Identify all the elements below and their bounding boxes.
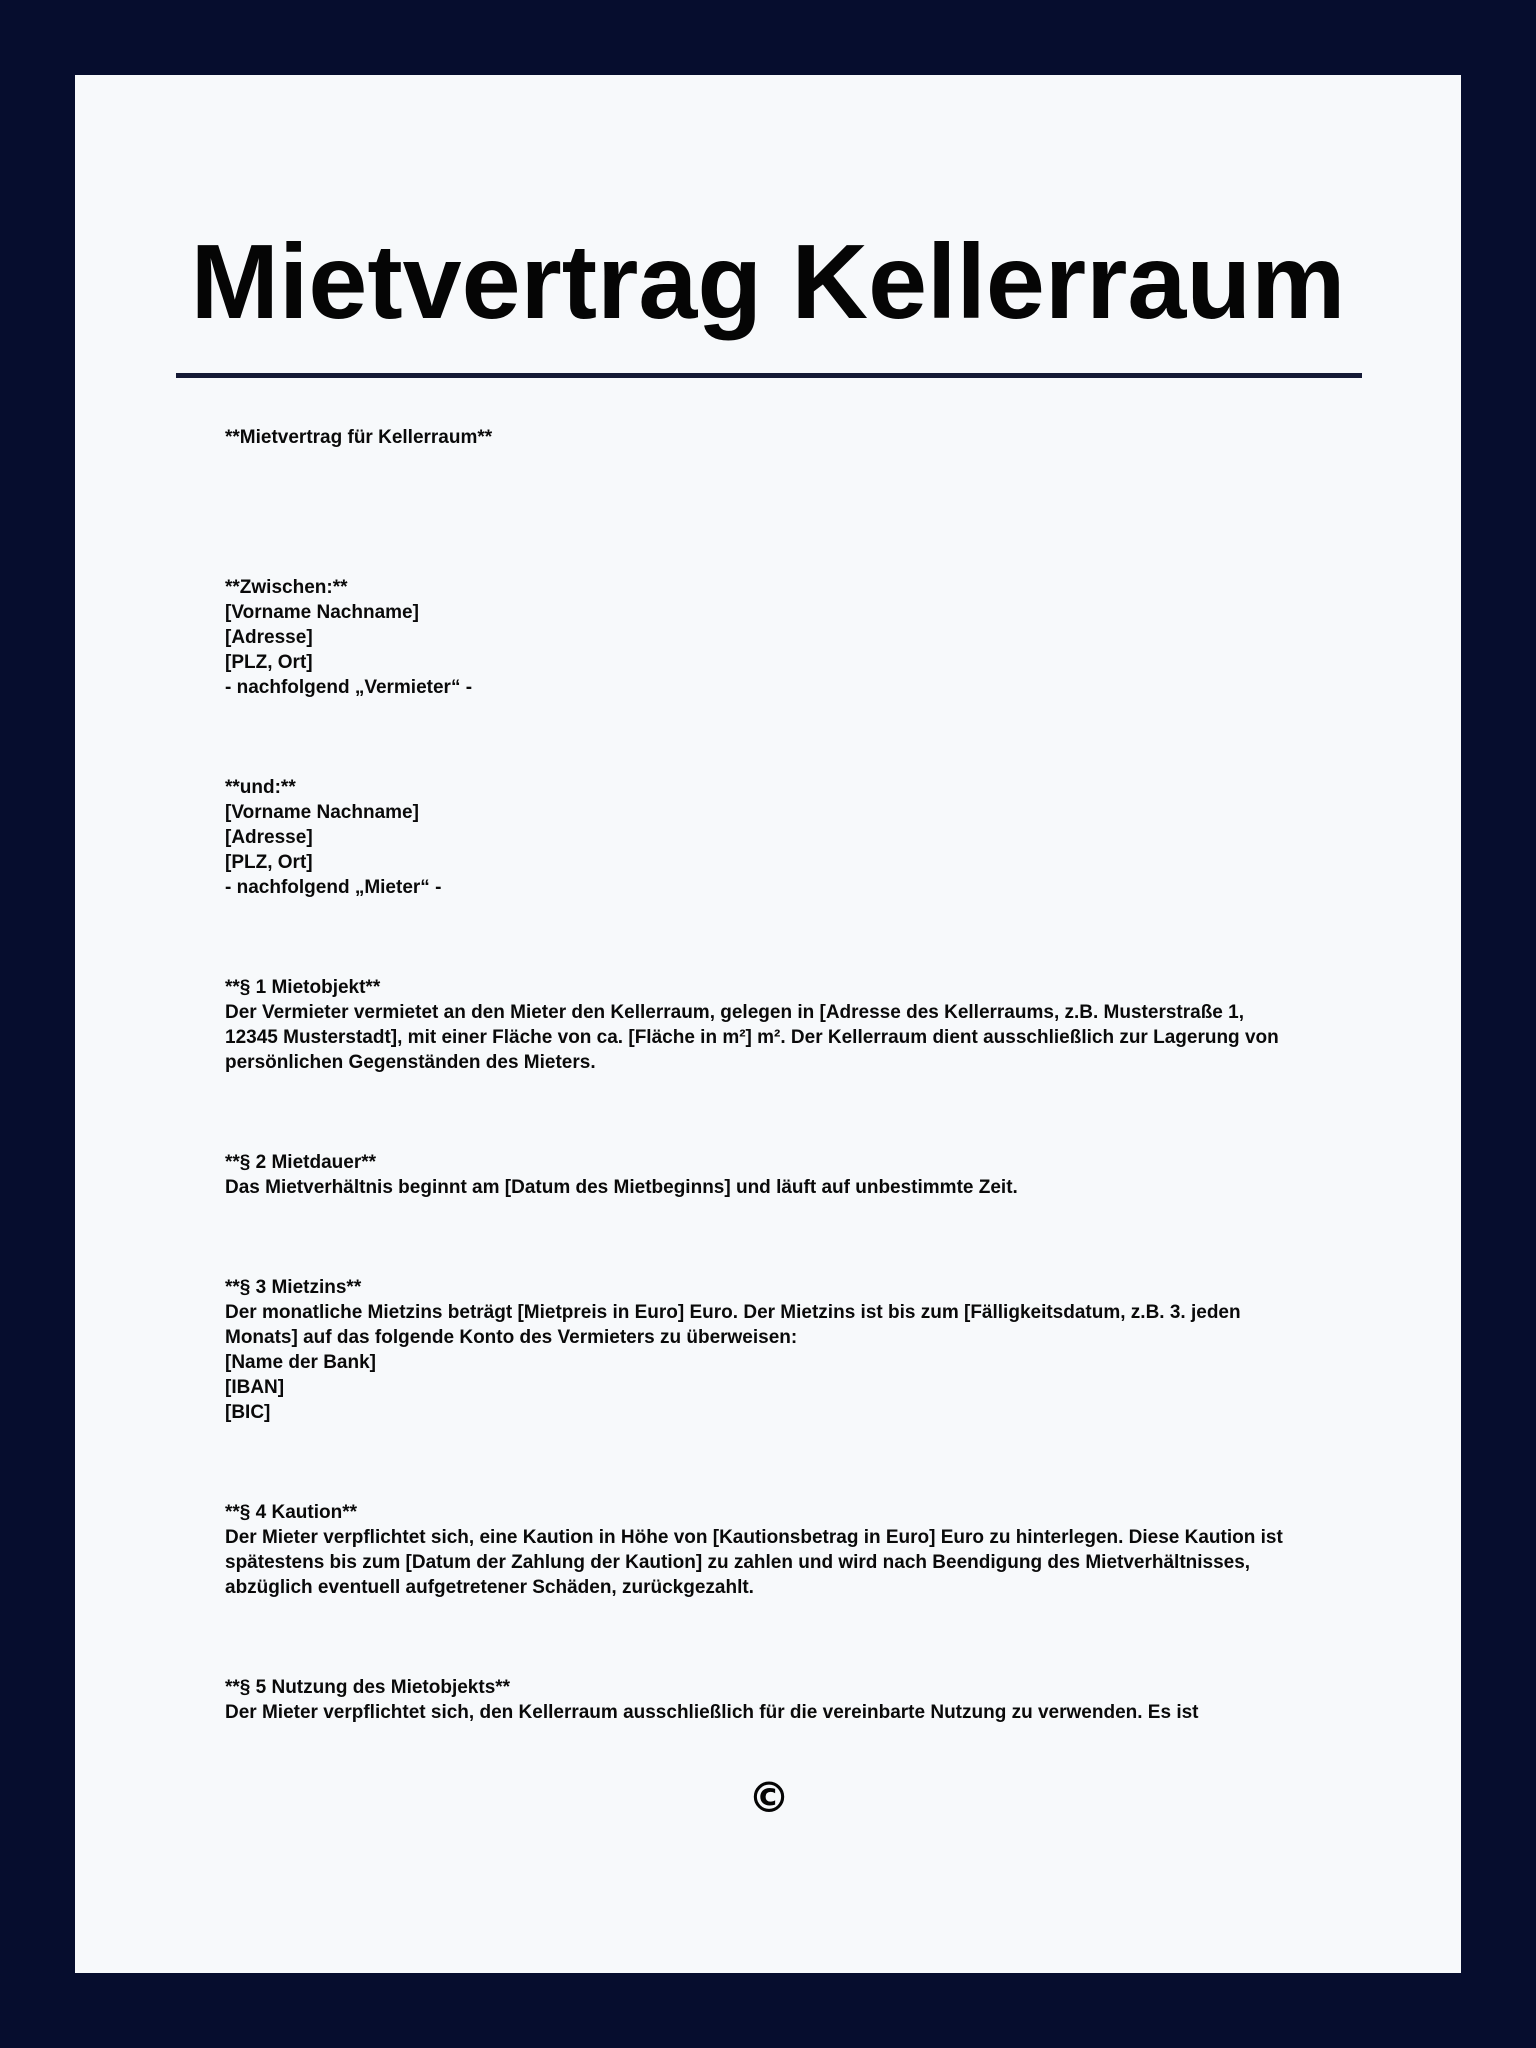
section-line: abzüglich eventuell aufgetretener Schäden, zurückgezahlt.	[225, 1577, 754, 1598]
landlord-address: [Adresse]	[225, 627, 313, 648]
section-heading: **§ 5 Nutzung des Mietobjekts**	[225, 1677, 511, 1698]
section-line: spätestens bis zum [Datum der Zahlung der Kaution] zu zahlen und wird nach Beendigung des Mietverhältnisses,	[225, 1552, 1251, 1573]
section-line: persönlichen Gegenständen des Mieters.	[225, 1052, 596, 1073]
landlord-role: - nachfolgend „Vermieter“ -	[225, 677, 473, 698]
section-line: Der monatliche Mietzins beträgt [Mietpreis in Euro] Euro. Der Mietzins ist bis zum [Fälligkeitsdatum, z.B. 3. jeden	[225, 1302, 1241, 1323]
iban-placeholder: [IBAN]	[225, 1377, 285, 1398]
copyright-icon: ©	[748, 1773, 790, 1822]
section-line: 12345 Musterstadt], mit einer Fläche von ca. [Fläche in m²] m². Der Kellerraum dient ausschließlich zur Lagerung von	[225, 1027, 1279, 1048]
section-heading: **§ 4 Kaution**	[225, 1502, 357, 1523]
section-heading: **§ 2 Mietdauer**	[225, 1152, 377, 1173]
section-mietdauer	[225, 1150, 1355, 1200]
section-line: Das Mietverhältnis beginnt am [Datum des Mietbeginns] und läuft auf unbestimmte Zeit.	[225, 1177, 1018, 1198]
section-mietzins	[225, 1275, 1355, 1425]
title-divider	[176, 373, 1362, 378]
bank-name-placeholder: [Name der Bank]	[225, 1352, 376, 1373]
bic-placeholder: [BIC]	[225, 1402, 271, 1423]
section-line: Der Mieter verpflichtet sich, eine Kaution in Höhe von [Kautionsbetrag in Euro] Euro zu hinterlegen. Diese Kaution ist	[225, 1527, 1283, 1548]
section-mietobjekt	[225, 975, 1355, 1075]
landlord-name: [Vorname Nachname]	[225, 602, 419, 623]
contract-subtitle	[225, 425, 1355, 450]
tenant-heading: **und:**	[225, 777, 296, 798]
subtitle-text: **Mietvertrag für Kellerraum**	[225, 427, 493, 448]
tenant-city: [PLZ, Ort]	[225, 852, 313, 873]
section-line: Monats] auf das folgende Konto des Vermieters zu überweisen:	[225, 1327, 798, 1348]
section-line: Der Vermieter vermietet an den Mieter den Kellerraum, gelegen in [Adresse des Kellerraums, z.B. Musterstraße 1,	[225, 1002, 1244, 1023]
tenant-block	[225, 775, 1355, 900]
tenant-role: - nachfolgend „Mieter“ -	[225, 877, 442, 898]
document-title: Mietvertrag Kellerraum	[190, 223, 1346, 341]
section-line: Der Mieter verpflichtet sich, den Kellerraum ausschließlich für die vereinbarte Nutzung zu verwenden. Es ist	[225, 1702, 1199, 1723]
tenant-address: [Adresse]	[225, 827, 313, 848]
landlord-block	[225, 575, 1355, 700]
tenant-name: [Vorname Nachname]	[225, 802, 419, 823]
section-heading: **§ 3 Mietzins**	[225, 1277, 362, 1298]
section-kaution	[225, 1500, 1355, 1600]
section-heading: **§ 1 Mietobjekt**	[225, 977, 381, 998]
section-nutzung	[225, 1675, 1355, 1725]
landlord-heading: **Zwischen:**	[225, 577, 348, 598]
landlord-city: [PLZ, Ort]	[225, 652, 313, 673]
